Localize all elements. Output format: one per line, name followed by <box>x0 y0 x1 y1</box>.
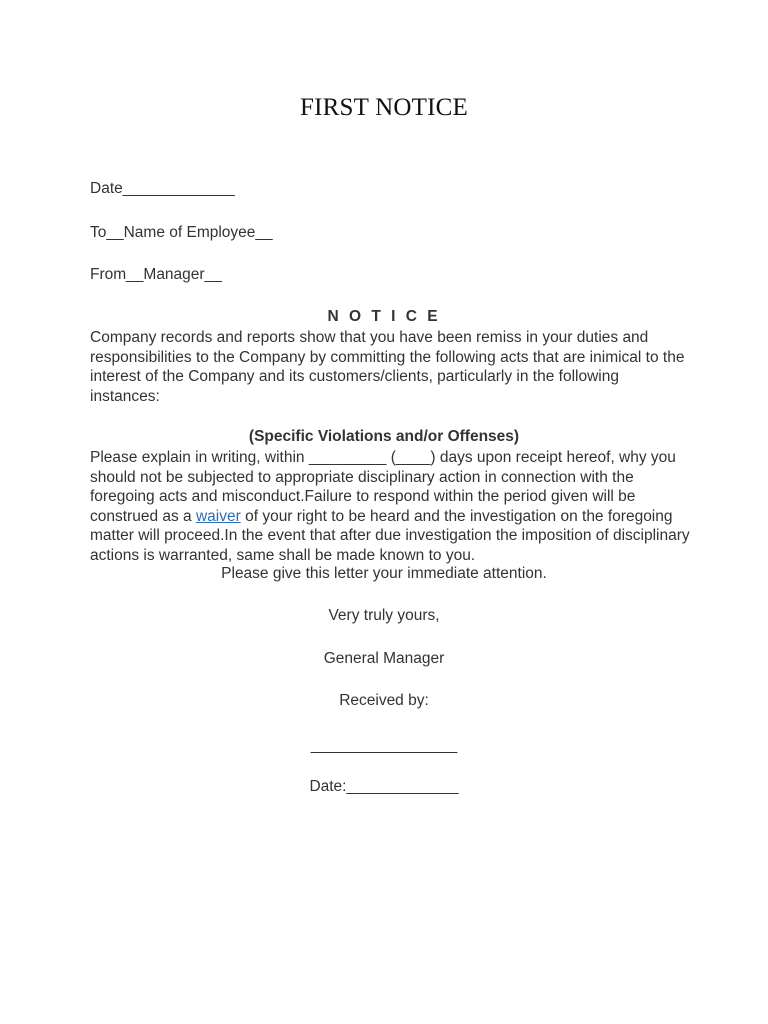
signature-line: _________________ <box>310 737 458 754</box>
date-field: Date_____________ <box>90 180 235 197</box>
violations-heading: (Specific Violations and/or Offenses) <box>248 428 520 445</box>
received-date-line: Date:_____________ <box>309 778 459 795</box>
document-title: FIRST NOTICE <box>300 94 468 121</box>
attention-line: Please give this letter your immediate attention. <box>221 565 547 582</box>
from-field: From__Manager__ <box>90 266 222 283</box>
notice-heading: N O T I C E <box>327 308 441 325</box>
signatory-title: General Manager <box>323 650 445 667</box>
waiver-link[interactable]: waiver <box>195 507 241 525</box>
intro-paragraph: Company records and reports show that you have been remiss in your duties and responsibilities to the Company by committing the following acts that are inimical to the interest of the Company and its customers/clients, particularly in the following instances: <box>90 329 685 405</box>
explanation-text-start: Please explain in writing, within _________ (____) days upon receipt hereof, why you should not be subjected to appropriate disciplinary action in connection with the foregoing acts and misconduct.Failure to respond within the period given will be construed as a <box>90 449 676 525</box>
closing-line: Very truly yours, <box>328 607 440 624</box>
received-by-label: Received by: <box>339 692 429 709</box>
explanation-paragraph <box>90 448 690 565</box>
to-field: To__Name of Employee__ <box>90 224 273 241</box>
explanation-text-end: of your right to be heard and the investigation on the foregoing matter will proceed.In the event that after due investigation the imposition of disciplinary actions is warranted, same shall be made known to you. <box>90 507 690 564</box>
